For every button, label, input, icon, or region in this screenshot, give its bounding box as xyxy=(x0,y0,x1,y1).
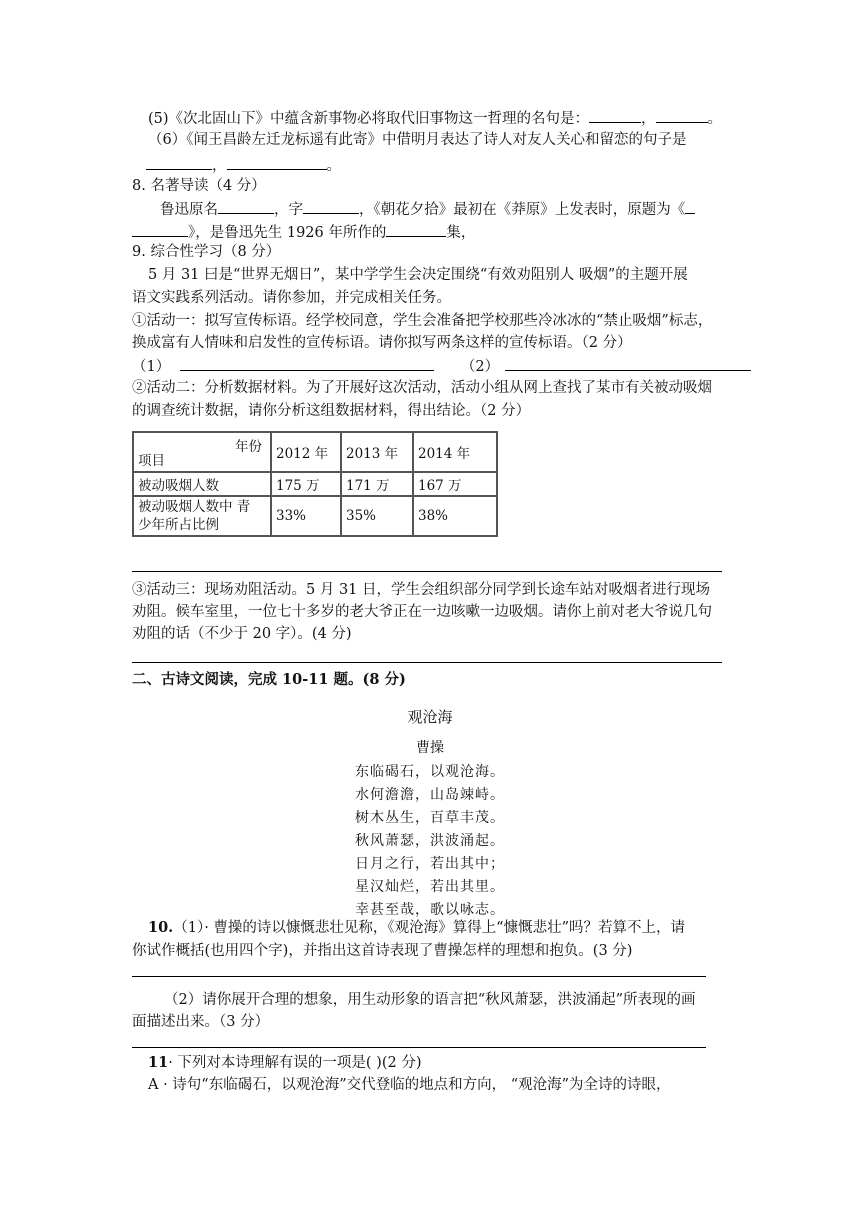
passive-smoking-table xyxy=(132,431,498,537)
q9-act2-line2: 的调查统计数据，请你分析这组数据材料，得出结论。（2 分） xyxy=(132,403,531,419)
table-cell: 33% xyxy=(271,496,341,536)
answer-blank[interactable] xyxy=(132,221,188,237)
header-item: 项目 xyxy=(138,453,165,469)
separator: ， xyxy=(212,158,227,174)
q7-item5 xyxy=(148,107,722,129)
q10-line2: 你试作概括(也用四个字)，并指出这首诗表现了曹操怎样的理想和抱负。(3 分) xyxy=(132,943,633,959)
q8-line1 xyxy=(160,198,695,220)
header-year: 年份 xyxy=(235,439,262,455)
question-number: 11 xyxy=(148,1054,169,1071)
q8-text: ，字 xyxy=(274,202,303,218)
answer-blank[interactable] xyxy=(386,221,446,237)
poem-line: 东临碣石，以观沧海。 xyxy=(355,764,505,780)
q9-act1-line1: ①活动一：拟写宣传标语。经学校同意，学生会准备把学校那些冷冰冰的“禁止吸烟”标志， xyxy=(132,313,713,329)
q7-item6: （6）《闻王昌龄左迁龙标遥有此寄》中借明月表达了诗人对友人关心和留恋的句子是 xyxy=(148,132,687,148)
q9-act3-line3: 劝阻的话（不少于 20 字）。(4 分) xyxy=(132,626,352,642)
answer-blank[interactable] xyxy=(685,198,695,214)
q9-slogan-slots xyxy=(132,355,751,377)
slogan-2-blank[interactable] xyxy=(505,355,751,371)
q8-heading: 8. 名著导读（4 分） xyxy=(132,178,266,194)
q10-sub2-line1: （2）请你展开合理的想象，用生动形象的语言把“秋风萧瑟，洪波涌起”所表现的画 xyxy=(164,992,696,1008)
poem-line: 幸甚至哉，歌以咏志。 xyxy=(355,902,505,918)
q9-act3-line2: 劝阻。候车室里，一位七十多岁的老大爷正在一边咳嗽一边吸烟。请你上前对老大爷说几句 xyxy=(132,604,712,620)
poem-line: 树木丛生，百草丰茂。 xyxy=(355,810,505,826)
q8-text: 集， xyxy=(446,225,476,241)
poem-line: 日月之行，若出其中； xyxy=(355,856,505,872)
q8-text: 鲁迅原名 xyxy=(160,202,218,218)
answer-blank[interactable] xyxy=(656,107,708,123)
q9-intro-line1: 5 月 31 曰是“世界无烟日”，某中学学生会决定围绕“有效劝阻别人 吸烟”的主题开展 xyxy=(148,267,688,283)
row-label-line: 被动吸烟人数中 青 xyxy=(138,499,251,515)
section2-heading: 二、古诗文阅读，完成 10-11 题。(8 分) xyxy=(132,671,406,688)
q11-text: · 下列对本诗理解有误的一项是( )(2 分) xyxy=(168,1055,422,1071)
row-label-line: 少年所占比例 xyxy=(138,517,219,533)
terminator: 。 xyxy=(326,158,341,174)
q7-item6-answers xyxy=(146,154,341,176)
answer-line[interactable] xyxy=(132,976,706,977)
poem-title: 观沧海 xyxy=(407,708,453,726)
q9-heading: 9. 综合性学习（8 分） xyxy=(132,244,281,260)
table-cell: 171 万 xyxy=(341,472,413,496)
year-cell: 2012 年 xyxy=(271,432,341,472)
answer-blank[interactable] xyxy=(303,198,359,214)
q9-act2-line1: ②活动二：分析数据材料。为了开展好这次活动，活动小组从网上查找了某市有关被动吸烟 xyxy=(132,380,712,396)
q9-act1-line2: 换成富有人情味和启发性的宣传标语。请你拟写两条这样的宣传标语。（2 分） xyxy=(132,335,632,351)
poem-body xyxy=(0,761,860,922)
answer-blank[interactable] xyxy=(218,198,274,214)
separator: ， xyxy=(641,111,656,127)
answer-blank[interactable] xyxy=(227,154,327,170)
question-number: 10. xyxy=(148,919,174,936)
q9-act3-line1: ③活动三：现场劝阻活动。5 月 31 日，学生会组织部分同学到长途车站对吸烟者进行现场 xyxy=(132,582,710,598)
q10-line1 xyxy=(148,918,685,938)
terminator: 。 xyxy=(707,111,723,127)
q10-sub2-line2: 面描述出来。（3 分） xyxy=(132,1014,270,1030)
q8-text: 》，是鲁迅先生 1926 年所作的 xyxy=(188,225,387,241)
table-cell: 167 万 xyxy=(413,472,497,496)
table-header-row xyxy=(133,432,497,472)
answer-line[interactable] xyxy=(132,571,722,572)
poem-line: 秋风萧瑟，洪波涌起。 xyxy=(355,833,505,849)
poem-author: 曹操 xyxy=(416,740,444,756)
table-cell: 175 万 xyxy=(271,472,341,496)
year-cell: 2014 年 xyxy=(413,432,497,472)
q11-option-a[interactable]: A · 诗句“东临碣石，以观沧海”交代登临的地点和方向， “观沧海”为全诗的诗眼， xyxy=(148,1077,671,1093)
slogan-1-blank[interactable] xyxy=(180,355,434,371)
answer-blank[interactable] xyxy=(589,107,641,123)
q10-text: （1）· 曹操的诗以慷慨悲壮见称，《观沧海》算得上“慷慨悲壮”吗？若算不上，请 xyxy=(173,920,686,936)
answer-line[interactable] xyxy=(132,1047,706,1048)
table-row xyxy=(133,496,497,536)
q9-intro-line2: 语文实践系列活动。请你参加，并完成相关任务。 xyxy=(132,290,451,306)
answer-line[interactable] xyxy=(132,662,722,663)
table-cell: 38% xyxy=(413,496,497,536)
q7-item5-text: (5)《次北固山下》中蕴含新事物必将取代旧事物这一哲理的名句是： xyxy=(148,111,590,127)
answer-blank[interactable] xyxy=(146,154,212,170)
slot-label: （2） xyxy=(460,359,500,375)
table-row xyxy=(133,472,497,496)
header-diagonal-cell xyxy=(133,432,271,472)
row-label: 被动吸烟人数 xyxy=(133,472,271,496)
table-cell: 35% xyxy=(341,496,413,536)
year-cell: 2013 年 xyxy=(341,432,413,472)
poem-line: 星汉灿烂，若出其里。 xyxy=(355,879,505,895)
row-label xyxy=(133,496,271,536)
q8-line2 xyxy=(132,221,475,243)
slot-label: （1） xyxy=(132,359,171,375)
q8-text: ，《朝花夕拾》最初在《莽原》上发表时，原题为《 xyxy=(359,202,686,218)
poem-line: 水何澹澹，山岛竦峙。 xyxy=(355,787,505,803)
q11-line1 xyxy=(148,1053,421,1073)
